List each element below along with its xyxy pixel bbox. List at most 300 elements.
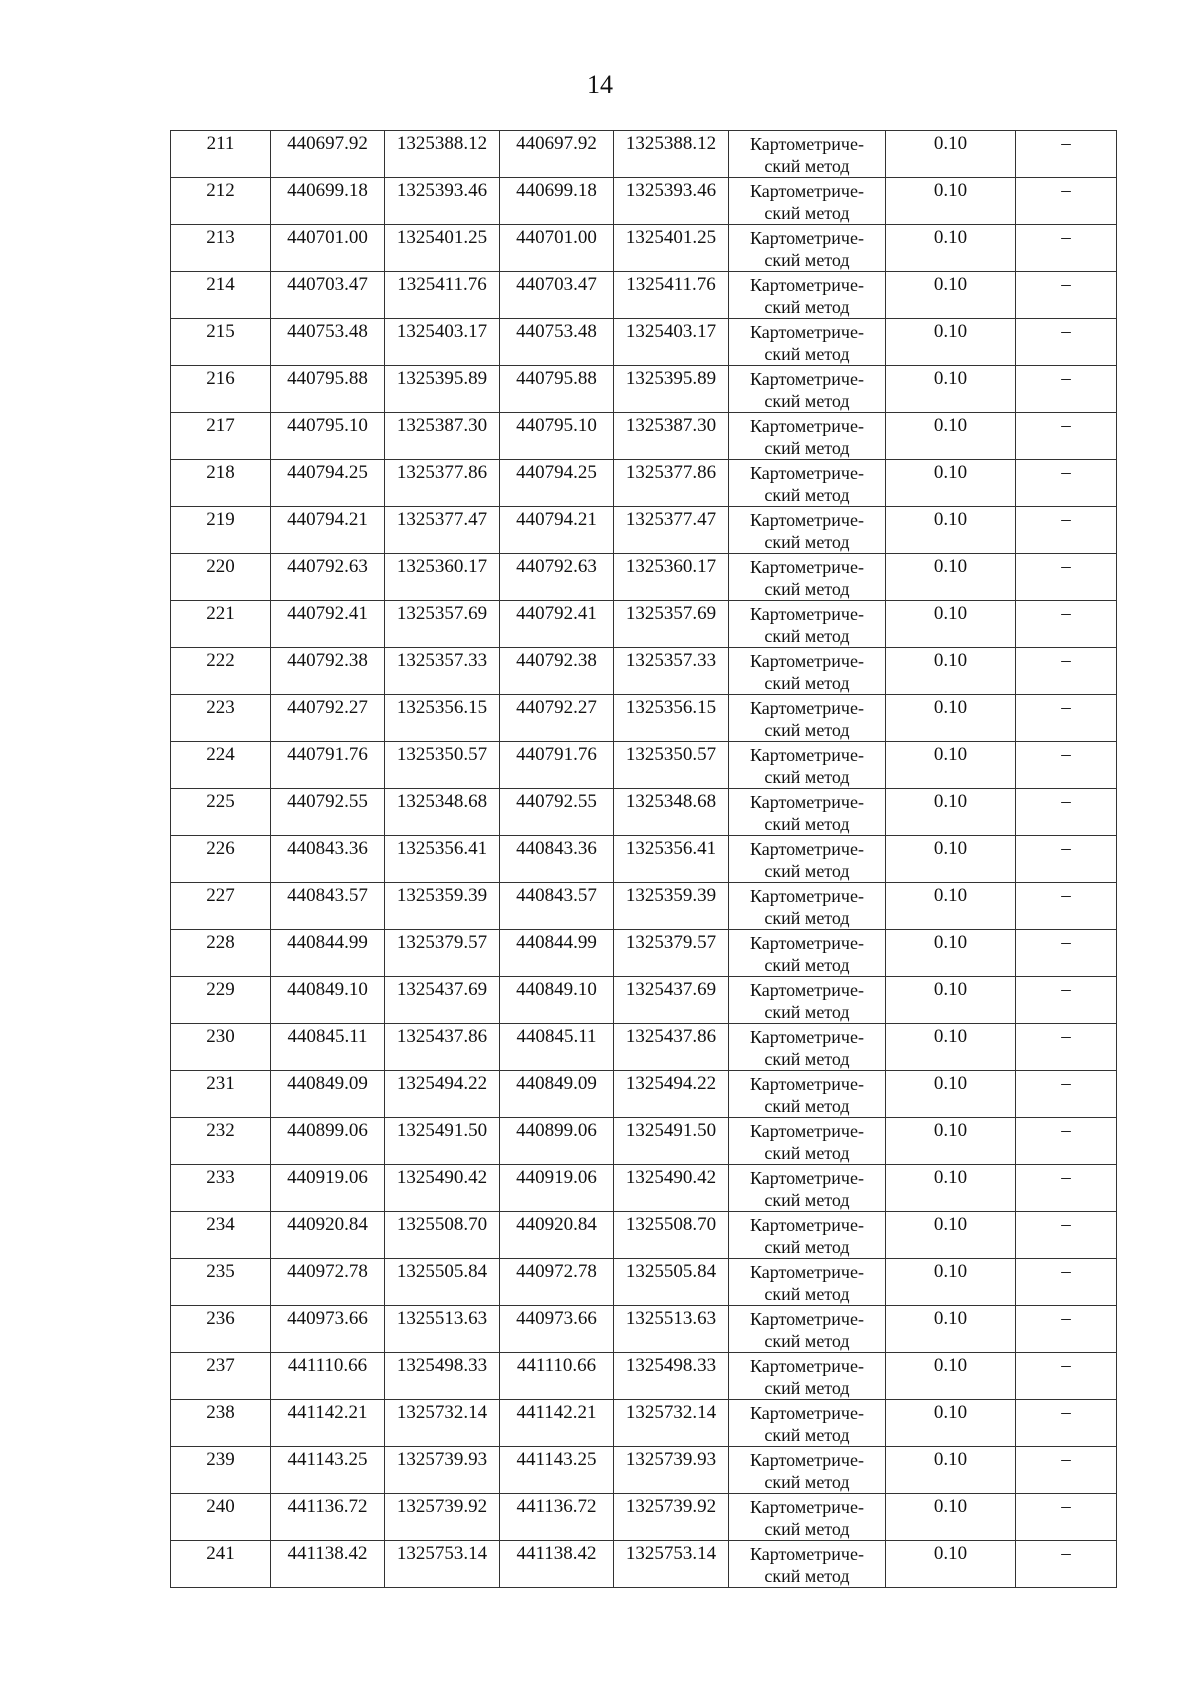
method-line-2: ский метод [764,720,850,740]
point-number-cell: 240 [171,1494,271,1541]
method-line-1: Картометриче- [750,1262,864,1282]
method-cell [729,225,886,272]
new-y-cell: 1325739.93 [614,1447,729,1494]
accuracy-cell: 0.10 [886,1353,1016,1400]
description-cell: – [1016,366,1117,413]
point-number-cell: 233 [171,1165,271,1212]
description-cell: – [1016,695,1117,742]
new-x-cell: 440844.99 [500,930,614,977]
method-line-2: ский метод [764,203,850,223]
accuracy-cell: 0.10 [886,1494,1016,1541]
accuracy-cell: 0.10 [886,695,1016,742]
existing-y-cell: 1325437.69 [385,977,500,1024]
existing-y-cell: 1325437.86 [385,1024,500,1071]
existing-y-cell: 1325494.22 [385,1071,500,1118]
method-cell [729,742,886,789]
new-y-cell: 1325490.42 [614,1165,729,1212]
method-line-2: ский метод [764,861,850,881]
method-line-2: ский метод [764,1049,850,1069]
method-line-2: ский метод [764,1472,850,1492]
description-cell: – [1016,1541,1117,1588]
point-number-cell: 237 [171,1353,271,1400]
existing-y-cell: 1325753.14 [385,1541,500,1588]
existing-x-cell: 441142.21 [271,1400,385,1447]
existing-y-cell: 1325739.93 [385,1447,500,1494]
description-cell: – [1016,1118,1117,1165]
existing-y-cell: 1325359.39 [385,883,500,930]
table-row [171,1353,1117,1400]
new-x-cell: 440792.41 [500,601,614,648]
existing-x-cell: 440795.88 [271,366,385,413]
method-cell [729,695,886,742]
table-row [171,272,1117,319]
method-line-1: Картометриче- [750,369,864,389]
point-number-cell: 221 [171,601,271,648]
existing-y-cell: 1325513.63 [385,1306,500,1353]
existing-x-cell: 440697.92 [271,131,385,178]
table-row [171,883,1117,930]
description-cell: – [1016,225,1117,272]
new-y-cell: 1325753.14 [614,1541,729,1588]
method-line-1: Картометриче- [750,980,864,1000]
existing-y-cell: 1325403.17 [385,319,500,366]
accuracy-cell: 0.10 [886,648,1016,695]
existing-x-cell: 441143.25 [271,1447,385,1494]
method-line-2: ский метод [764,344,850,364]
existing-y-cell: 1325732.14 [385,1400,500,1447]
existing-x-cell: 440792.55 [271,789,385,836]
accuracy-cell: 0.10 [886,1400,1016,1447]
method-cell [729,1541,886,1588]
existing-y-cell: 1325379.57 [385,930,500,977]
existing-x-cell: 440973.66 [271,1306,385,1353]
point-number-cell: 211 [171,131,271,178]
method-cell [729,1353,886,1400]
existing-x-cell: 440794.21 [271,507,385,554]
method-line-2: ский метод [764,250,850,270]
existing-y-cell: 1325387.30 [385,413,500,460]
method-line-1: Картометриче- [750,886,864,906]
method-line-2: ский метод [764,1425,850,1445]
table-row [171,319,1117,366]
existing-x-cell: 440699.18 [271,178,385,225]
table-row [171,1165,1117,1212]
new-y-cell: 1325357.33 [614,648,729,695]
point-number-cell: 222 [171,648,271,695]
new-x-cell: 440697.92 [500,131,614,178]
point-number-cell: 216 [171,366,271,413]
new-x-cell: 440794.25 [500,460,614,507]
method-line-2: ский метод [764,626,850,646]
method-cell [729,272,886,319]
point-number-cell: 217 [171,413,271,460]
point-number-cell: 235 [171,1259,271,1306]
new-y-cell: 1325403.17 [614,319,729,366]
table-row [171,977,1117,1024]
method-cell [729,413,886,460]
method-line-1: Картометриче- [750,228,864,248]
table-row [171,742,1117,789]
method-line-2: ский метод [764,1190,850,1210]
existing-x-cell: 440845.11 [271,1024,385,1071]
point-number-cell: 214 [171,272,271,319]
description-cell: – [1016,1400,1117,1447]
method-line-2: ский метод [764,1143,850,1163]
point-number-cell: 238 [171,1400,271,1447]
new-x-cell: 440753.48 [500,319,614,366]
point-number-cell: 212 [171,178,271,225]
point-number-cell: 230 [171,1024,271,1071]
existing-x-cell: 441138.42 [271,1541,385,1588]
method-cell [729,366,886,413]
accuracy-cell: 0.10 [886,1118,1016,1165]
existing-x-cell: 440972.78 [271,1259,385,1306]
method-cell [729,1071,886,1118]
existing-y-cell: 1325377.47 [385,507,500,554]
method-line-1: Картометриче- [750,322,864,342]
method-line-2: ский метод [764,156,850,176]
table-row [171,1306,1117,1353]
point-number-cell: 229 [171,977,271,1024]
method-line-2: ский метод [764,1378,850,1398]
point-number-cell: 231 [171,1071,271,1118]
existing-y-cell: 1325348.68 [385,789,500,836]
accuracy-cell: 0.10 [886,460,1016,507]
point-number-cell: 234 [171,1212,271,1259]
accuracy-cell: 0.10 [886,1071,1016,1118]
accuracy-cell: 0.10 [886,225,1016,272]
description-cell: – [1016,131,1117,178]
new-y-cell: 1325494.22 [614,1071,729,1118]
method-line-2: ский метод [764,1284,850,1304]
existing-y-cell: 1325491.50 [385,1118,500,1165]
accuracy-cell: 0.10 [886,1447,1016,1494]
new-x-cell: 440794.21 [500,507,614,554]
existing-x-cell: 440791.76 [271,742,385,789]
existing-x-cell: 440843.57 [271,883,385,930]
method-line-2: ский метод [764,485,850,505]
existing-y-cell: 1325508.70 [385,1212,500,1259]
method-line-2: ский метод [764,908,850,928]
accuracy-cell: 0.10 [886,883,1016,930]
new-y-cell: 1325357.69 [614,601,729,648]
point-number-cell: 241 [171,1541,271,1588]
point-number-cell: 223 [171,695,271,742]
new-x-cell: 440701.00 [500,225,614,272]
table-row [171,1212,1117,1259]
method-cell [729,1212,886,1259]
description-cell: – [1016,413,1117,460]
new-y-cell: 1325513.63 [614,1306,729,1353]
point-number-cell: 218 [171,460,271,507]
new-y-cell: 1325491.50 [614,1118,729,1165]
new-x-cell: 440919.06 [500,1165,614,1212]
description-cell: – [1016,319,1117,366]
new-y-cell: 1325437.69 [614,977,729,1024]
table-row [171,460,1117,507]
method-line-2: ский метод [764,579,850,599]
method-cell [729,460,886,507]
method-cell [729,1118,886,1165]
new-x-cell: 440973.66 [500,1306,614,1353]
method-cell [729,1024,886,1071]
method-line-1: Картометриче- [750,1356,864,1376]
new-x-cell: 440795.10 [500,413,614,460]
point-number-cell: 225 [171,789,271,836]
table-row [171,1400,1117,1447]
accuracy-cell: 0.10 [886,1165,1016,1212]
method-line-1: Картометриче- [750,181,864,201]
accuracy-cell: 0.10 [886,742,1016,789]
table-row [171,1494,1117,1541]
method-line-2: ский метод [764,1002,850,1022]
method-line-1: Картометриче- [750,604,864,624]
new-x-cell: 440699.18 [500,178,614,225]
description-cell: – [1016,1447,1117,1494]
description-cell: – [1016,1494,1117,1541]
coordinates-table-body [171,131,1117,1588]
point-number-cell: 213 [171,225,271,272]
new-x-cell: 440795.88 [500,366,614,413]
new-x-cell: 440843.57 [500,883,614,930]
existing-y-cell: 1325357.69 [385,601,500,648]
point-number-cell: 232 [171,1118,271,1165]
method-line-1: Картометриче- [750,1544,864,1564]
method-line-1: Картометриче- [750,1074,864,1094]
existing-y-cell: 1325357.33 [385,648,500,695]
method-line-2: ский метод [764,438,850,458]
new-y-cell: 1325350.57 [614,742,729,789]
existing-x-cell: 440920.84 [271,1212,385,1259]
accuracy-cell: 0.10 [886,977,1016,1024]
new-x-cell: 440792.55 [500,789,614,836]
new-y-cell: 1325508.70 [614,1212,729,1259]
new-y-cell: 1325377.86 [614,460,729,507]
accuracy-cell: 0.10 [886,319,1016,366]
new-y-cell: 1325411.76 [614,272,729,319]
method-line-1: Картометриче- [750,839,864,859]
new-x-cell: 440792.38 [500,648,614,695]
method-line-1: Картометриче- [750,1027,864,1047]
existing-y-cell: 1325498.33 [385,1353,500,1400]
method-line-1: Картометриче- [750,1309,864,1329]
existing-x-cell: 440794.25 [271,460,385,507]
table-row [171,648,1117,695]
existing-x-cell: 441136.72 [271,1494,385,1541]
new-y-cell: 1325732.14 [614,1400,729,1447]
accuracy-cell: 0.10 [886,413,1016,460]
existing-x-cell: 440701.00 [271,225,385,272]
existing-x-cell: 440792.38 [271,648,385,695]
method-line-1: Картометриче- [750,1497,864,1517]
new-y-cell: 1325379.57 [614,930,729,977]
new-x-cell: 440920.84 [500,1212,614,1259]
method-cell [729,601,886,648]
method-line-1: Картометриче- [750,1450,864,1470]
new-x-cell: 440703.47 [500,272,614,319]
method-cell [729,836,886,883]
coordinates-table [170,130,1117,1588]
method-cell [729,554,886,601]
accuracy-cell: 0.10 [886,1259,1016,1306]
accuracy-cell: 0.10 [886,789,1016,836]
new-x-cell: 440972.78 [500,1259,614,1306]
point-number-cell: 236 [171,1306,271,1353]
point-number-cell: 227 [171,883,271,930]
description-cell: – [1016,460,1117,507]
point-number-cell: 224 [171,742,271,789]
existing-x-cell: 440843.36 [271,836,385,883]
method-cell [729,1165,886,1212]
existing-y-cell: 1325401.25 [385,225,500,272]
description-cell: – [1016,554,1117,601]
existing-y-cell: 1325490.42 [385,1165,500,1212]
description-cell: – [1016,1165,1117,1212]
method-line-1: Картометриче- [750,1215,864,1235]
new-y-cell: 1325498.33 [614,1353,729,1400]
method-line-2: ский метод [764,297,850,317]
method-cell [729,883,886,930]
description-cell: – [1016,601,1117,648]
method-line-1: Картометриче- [750,275,864,295]
description-cell: – [1016,789,1117,836]
method-line-1: Картометриче- [750,698,864,718]
point-number-cell: 226 [171,836,271,883]
accuracy-cell: 0.10 [886,272,1016,319]
new-y-cell: 1325348.68 [614,789,729,836]
new-x-cell: 440845.11 [500,1024,614,1071]
new-y-cell: 1325356.15 [614,695,729,742]
table-row [171,1071,1117,1118]
method-cell [729,930,886,977]
table-row [171,366,1117,413]
method-line-1: Картометриче- [750,745,864,765]
method-line-1: Картометриче- [750,463,864,483]
method-line-1: Картометриче- [750,510,864,530]
new-x-cell: 441110.66 [500,1353,614,1400]
description-cell: – [1016,836,1117,883]
description-cell: – [1016,930,1117,977]
method-line-1: Картометриче- [750,416,864,436]
new-y-cell: 1325393.46 [614,178,729,225]
table-row [171,789,1117,836]
existing-x-cell: 440795.10 [271,413,385,460]
point-number-cell: 239 [171,1447,271,1494]
existing-y-cell: 1325395.89 [385,366,500,413]
existing-x-cell: 440792.41 [271,601,385,648]
method-line-1: Картометриче- [750,1168,864,1188]
table-row [171,1118,1117,1165]
accuracy-cell: 0.10 [886,1541,1016,1588]
page-number: 14 [587,70,613,99]
table-row [171,695,1117,742]
existing-x-cell: 440844.99 [271,930,385,977]
new-y-cell: 1325437.86 [614,1024,729,1071]
method-line-1: Картометриче- [750,933,864,953]
table-row [171,225,1117,272]
new-x-cell: 441143.25 [500,1447,614,1494]
accuracy-cell: 0.10 [886,930,1016,977]
accuracy-cell: 0.10 [886,178,1016,225]
new-x-cell: 440899.06 [500,1118,614,1165]
method-line-2: ский метод [764,1566,850,1586]
table-row [171,930,1117,977]
method-cell [729,507,886,554]
existing-x-cell: 440792.27 [271,695,385,742]
accuracy-cell: 0.10 [886,507,1016,554]
table-row [171,601,1117,648]
existing-x-cell: 441110.66 [271,1353,385,1400]
method-cell [729,178,886,225]
new-x-cell: 441142.21 [500,1400,614,1447]
new-y-cell: 1325388.12 [614,131,729,178]
existing-y-cell: 1325377.86 [385,460,500,507]
point-number-cell: 228 [171,930,271,977]
existing-y-cell: 1325739.92 [385,1494,500,1541]
new-x-cell: 440792.27 [500,695,614,742]
table-row [171,1447,1117,1494]
description-cell: – [1016,178,1117,225]
description-cell: – [1016,1353,1117,1400]
method-line-1: Картометриче- [750,134,864,154]
new-x-cell: 440843.36 [500,836,614,883]
new-x-cell: 440849.09 [500,1071,614,1118]
method-line-1: Картометриче- [750,792,864,812]
table-row [171,1024,1117,1071]
accuracy-cell: 0.10 [886,1306,1016,1353]
method-line-2: ский метод [764,532,850,552]
existing-x-cell: 440919.06 [271,1165,385,1212]
method-line-2: ский метод [764,767,850,787]
existing-y-cell: 1325356.41 [385,836,500,883]
method-line-2: ский метод [764,955,850,975]
method-cell [729,131,886,178]
method-line-1: Картометриче- [750,1121,864,1141]
accuracy-cell: 0.10 [886,366,1016,413]
method-line-2: ский метод [764,391,850,411]
method-line-2: ский метод [764,814,850,834]
table-row [171,413,1117,460]
point-number-cell: 215 [171,319,271,366]
description-cell: – [1016,977,1117,1024]
existing-y-cell: 1325411.76 [385,272,500,319]
existing-x-cell: 440899.06 [271,1118,385,1165]
description-cell: – [1016,272,1117,319]
new-x-cell: 441138.42 [500,1541,614,1588]
table-row [171,836,1117,883]
method-line-2: ский метод [764,673,850,693]
accuracy-cell: 0.10 [886,1024,1016,1071]
existing-x-cell: 440849.10 [271,977,385,1024]
new-y-cell: 1325395.89 [614,366,729,413]
method-cell [729,1259,886,1306]
method-line-1: Картометриче- [750,651,864,671]
method-line-2: ский метод [764,1096,850,1116]
existing-y-cell: 1325356.15 [385,695,500,742]
description-cell: – [1016,1306,1117,1353]
accuracy-cell: 0.10 [886,554,1016,601]
description-cell: – [1016,1024,1117,1071]
method-cell [729,319,886,366]
new-x-cell: 440849.10 [500,977,614,1024]
table-row [171,507,1117,554]
table-row [171,554,1117,601]
description-cell: – [1016,883,1117,930]
new-y-cell: 1325360.17 [614,554,729,601]
method-cell [729,789,886,836]
method-line-2: ский метод [764,1519,850,1539]
description-cell: – [1016,648,1117,695]
